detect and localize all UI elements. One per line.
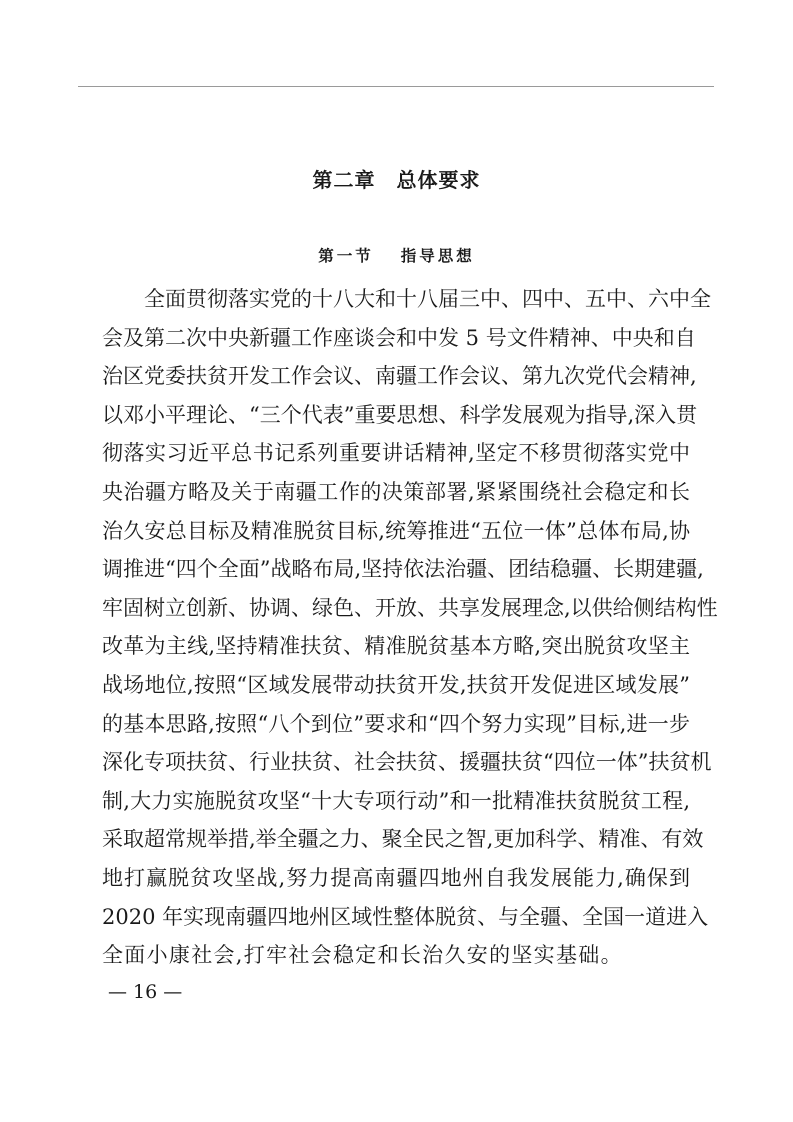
paragraph-line: 采取超常规举措,举全疆之力、聚全民之智,更加科学、精准、有效 [102,827,704,852]
paragraph-line: 2020 年实现南疆四地州区域性整体脱贫、与全疆、全国一道进入 [102,904,709,929]
paragraph-line: 牢固树立创新、协调、绿色、开放、共享发展理念,以供给侧结构性 [102,595,718,620]
paragraph-line: 全面小康社会,打牢社会稳定和长治久安的坚实基础。 [102,943,623,968]
paragraph-line: 战场地位,按照“区域发展带动扶贫开发,扶贫开发促进区域发展” [102,672,690,697]
paragraph-line: 以邓小平理论、“三个代表”重要思想、科学发展观为指导,深入贯 [102,402,698,427]
paragraph-line: 全面贯彻落实党的十八大和十八届三中、四中、五中、六中全 [144,287,711,311]
section-title: 第一节 指导思想 [318,247,475,265]
body-paragraph [102,280,718,975]
paragraph-line: 的基本思路,按照“八个到位”要求和“四个努力实现”目标,进一步 [102,711,690,736]
paragraph-line: 彻落实习近平总书记系列重要讲话精神,坚定不移贯彻落实党中 [102,441,690,466]
paragraph-line: 制,大力实施脱贫攻坚“十大专项行动”和一批精准扶贫脱贫工程, [102,788,690,813]
paragraph-line: 会及第二次中央新疆工作座谈会和中发 5 号文件精神、中央和自 [102,325,696,350]
paragraph-line: 改革为主线,坚持精准扶贫、精准脱贫基本方略,突出脱贫攻坚主 [102,634,690,659]
paragraph-line: 调推进“四个全面”战略布局,坚持依法治疆、团结稳疆、长期建疆, [102,557,704,582]
page-number: — 16 — [108,981,183,1003]
paragraph-line: 央治疆方略及关于南疆工作的决策部署,紧紧围绕社会稳定和长 [102,479,690,504]
paragraph-line: 治久安总目标及精准脱贫目标,统筹推进“五位一体”总体布局,协 [102,518,690,543]
header-rule [78,86,714,87]
paragraph-line: 深化专项扶贫、行业扶贫、社会扶贫、援疆扶贫“四位一体”扶贫机 [102,750,712,775]
chapter-title: 第二章 总体要求 [312,168,481,192]
paragraph-line: 治区党委扶贫开发工作会议、南疆工作会议、第九次党代会精神, [102,364,697,389]
paragraph-line: 地打赢脱贫攻坚战,努力提高南疆四地州自我发展能力,确保到 [102,865,690,890]
